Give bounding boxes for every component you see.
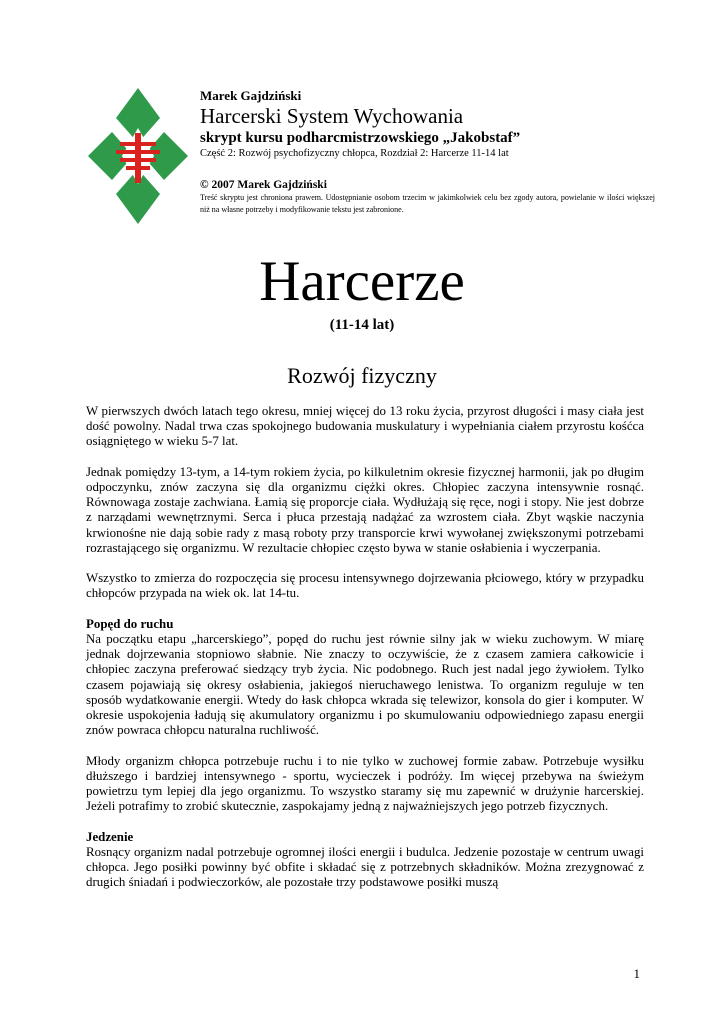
copyright: © 2007 Marek Gajdziński (200, 179, 327, 191)
age-range: (11-14 lat) (329, 317, 395, 333)
paragraph: Na początku etapu „harcerskiego”, popęd do ruchu jest równie silny jak w wieku zuchowym. W miarę jednak dojrzewania stopniowo słabnie. Nie znaczy to oczywiście, że z czasem zamiera całkowicie i chłopiec zaczyna preferować siedzący tryb życia. Nic podobnego. Ruch jest nadal jego żywiołem. Tylko czasem pojawiają się okresy osłabienia, jakiegoś nieruchawego lenistwa. To organizm reguluje w ten sposób wydatkowanie energii. Wtedy do łask chłopca wkrada się telewizor, konsola do gier i komputer. W okresie uspokojenia ładują się akumulatory organizmu i po skumulowaniu odpowiedniego zapasu energii znów powraca chłopcu naturalna ruchliwość. (86, 632, 644, 738)
subsection-heading-ped-do-ruchu: Popęd do ruchu (86, 616, 174, 631)
copyright-notice: Treść skryptu jest chroniona prawem. Udostępnianie osobom trzecim w jakimkolwiek celu bez zgody autora, powielanie w ilości większej niż na własne potrzeby i modyfikowanie tekstu jest zabronione. (200, 193, 655, 214)
scout-lily-emblem-icon (88, 88, 188, 224)
paragraph: Jednak pomiędzy 13-tym, a 14-tym rokiem życia, po kilkuletnim okresie fizycznej harmonii, jak po długim odpoczynku, znów zaczyna się dla organizmu ciężki okres. Chłopiec zaczyna intensywnie rosnąć. Równowaga zostaje zachwiana. Łamią się proporcje ciała. Wydłużają się ręce, nogi i stopy. Nie jest dobrze z narządami wewnętrznymi. Serca i płuca przestają nadążać za wzrostem ciała. Zbyt wąskie naczynia krwionośne nie dają sobie rady z masą roboty przy transporcie krwi wywołanej zwiększonymi potrzebami rozrastającego się organizmu. W rezultacie chłopiec często bywa w stanie osłabienia i wyczerpania. (86, 464, 644, 555)
course-subtitle: skrypt kursu podharcmistrzowskiego „Jakobstaf” (200, 130, 521, 146)
paragraph: W pierwszych dwóch latach tego okresu, mniej więcej do 13 roku życia, przyrost długości i masy ciała jest dość powolny. Nadal trwa czas spokojnego budowania muskulatury i wypełniania ciałem przyrostu kośćca osiągniętego w wieku 5-7 lat. (86, 404, 644, 449)
body-text (86, 404, 644, 906)
paragraph: Młody organizm chłopca potrzebuje ruchu i to nie tylko w zuchowej formie zabaw. Potrzebuje wysiłku dłuższego i bardziej intensywnego - sportu, wycieczek i podróży. Im więcej przebywa na świeżym powietrzu tym lepiej dla jego organizmu. To wszystko staramy się mu zapewnić w drużynie harcerskiej. Jeżeli potrafimy to zrobić skutecznie, zaspokajamy jedną z najważniejszych jego potrzeb fizycznych. (86, 753, 644, 814)
document-header (200, 88, 655, 216)
subsection-heading-jedzenie: Jedzenie (86, 829, 134, 844)
paragraph: Rosnący organizm nadal potrzebuje ogromnej ilości energii i budulca. Jedzenie pozostaje w centrum uwagi chłopca. Jego posiłki powinny być obfite i składać się z potrzebnych składników. Można zrezygnować z drugich śniadań i podwieczorków, ale pozostałe trzy podstawowe posiłki muszą (86, 844, 644, 890)
chapter-title: Harcerze (259, 250, 465, 313)
series-title: Harcerski System Wychowania (200, 104, 464, 128)
paragraph: Wszystko to zmierza do rozpoczęcia się procesu intensywnego dojrzewania płciowego, który w przypadku chłopców przypada na wiek ok. lat 14-tu. (86, 571, 644, 601)
page-number: 1 (633, 966, 640, 981)
section-title: Rozwój fizyczny (287, 363, 437, 388)
author: Marek Gajdziński (200, 88, 302, 103)
part-line: Część 2: Rozwój psychofizyczny chłopca, Rozdział 2: Harcerze 11-14 lat (200, 148, 509, 159)
